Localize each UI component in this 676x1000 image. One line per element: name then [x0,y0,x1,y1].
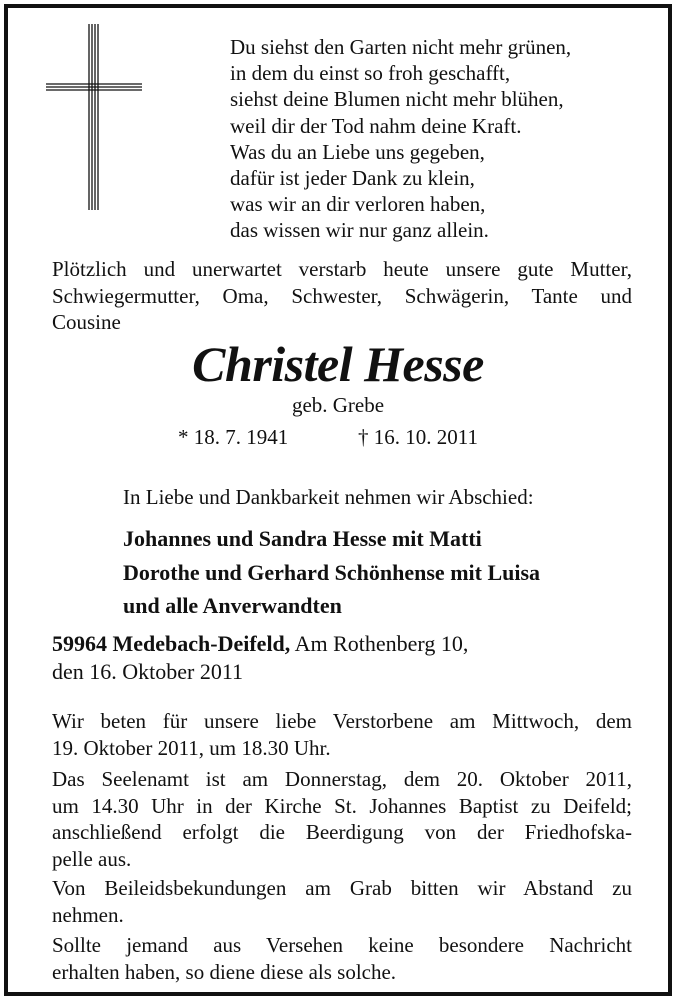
birth-name: geb. Grebe [291,393,385,417]
family-line: Johannes und Sandra Hesse mit Matti [123,526,482,551]
poem-line: Du siehst den Garten nicht mehr grünen, [230,35,572,59]
prayer-paragraph [52,708,632,761]
deceased-name: Christel Hesse [192,336,484,392]
intro-line: Schwiegermutter, Oma, Schwester, Schwägerin, Tante und [52,283,632,308]
poem-line: in dem du einst so froh geschafft, [230,61,511,86]
address-date: den 16. Oktober 2011 [52,659,244,684]
condolence-paragraph [52,875,632,928]
poem-line: dafür ist jeder Dank zu klein, [230,166,475,191]
paragraph-line: Wir beten für unsere liebe Verstorbene am Mittwoch, dem [52,709,632,733]
paragraph-line: erhalten haben, so diene diese als solche. [52,959,397,984]
family-line: und alle Anverwandten [123,593,342,618]
address-city: 59964 Medebach-Deifeld, [52,631,291,656]
paragraph-line: anschließend erfolgt die Beerdigung von der Friedhofska- [52,820,632,844]
address-line [52,630,468,658]
farewell-text: In Liebe und Dankbarkeit nehmen wir Abschied: [123,485,534,509]
cross-icon [44,22,144,212]
poem-line: Was du an Liebe uns gegeben, [230,139,485,164]
paragraph-line: pelle aus. [52,846,132,871]
poem-line: siehst deine Blumen nicht mehr blühen, [230,87,564,112]
poem-line: weil dir der Tod nahm deine Kraft. [230,113,522,138]
intro-line: Cousine [52,310,121,334]
paragraph-line: Von Beileidsbekundungen am Grab bitten wir Abstand zu [52,876,632,900]
paragraph-line: Sollte jemand aus Versehen keine besondere Nachricht [52,933,632,957]
poem-line: was wir an dir verloren haben, [230,192,486,217]
paragraph-line: um 14.30 Uhr in der Kirche St. Johannes Baptist zu Deifeld; [52,793,632,818]
notice-paragraph [52,932,632,985]
family-list [123,522,540,623]
paragraph-line: Das Seelenamt ist am Donnerstag, dem 20. Oktober 2011, [52,767,632,791]
address-street: Am Rothenberg 10, [294,631,469,656]
birth-date: * 18. 7. 1941 [178,425,289,449]
requiem-paragraph [52,766,632,872]
death-date: † 16. 10. 2011 [358,425,478,449]
poem-line: das wissen wir nur ganz allein. [230,218,489,243]
address-block [52,630,468,686]
paragraph-line: 19. Oktober 2011, um 18.30 Uhr. [52,735,331,760]
paragraph-line: nehmen. [52,902,124,927]
poem [230,34,571,244]
family-line: Dorothe und Gerhard Schönhense mit Luisa [123,559,541,585]
intro-line: Plötzlich und unerwartet verstarb heute unsere gute Mutter, [52,257,632,281]
intro-text [52,256,632,336]
